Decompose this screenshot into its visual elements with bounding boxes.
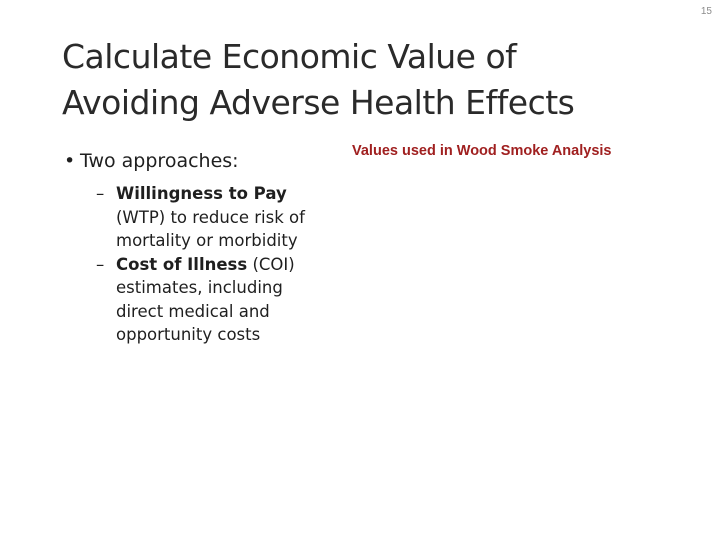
bullet-two-approaches [64,148,314,174]
wtp-term: Willingness to Pay [116,184,287,203]
left-column [64,148,314,347]
coi-description: (COI) estimates, including direct medical and opportunity costs [116,254,295,344]
approaches-list [64,182,314,347]
coi-term: Cost of Illness [116,254,248,274]
dash-mark: – [96,254,105,274]
wtp-description: (WTP) to reduce risk of mortality or morbidity [116,207,305,250]
list-item-body [116,253,314,347]
bullet-mark: • [64,150,76,172]
list-item-wtp [96,182,314,253]
slide-title [62,34,662,126]
dash-mark: – [96,184,105,203]
list-item-body [116,182,314,253]
title-line-1: Calculate Economic Value of [62,37,517,76]
list-item-coi [96,253,314,347]
wood-smoke-values-heading: Values used in Wood Smoke Analysis [352,143,612,159]
bullet-text: Two approaches: [80,150,239,172]
title-line-2: Avoiding Adverse Health Effects [62,83,575,122]
slide-number: 15 [700,6,712,17]
